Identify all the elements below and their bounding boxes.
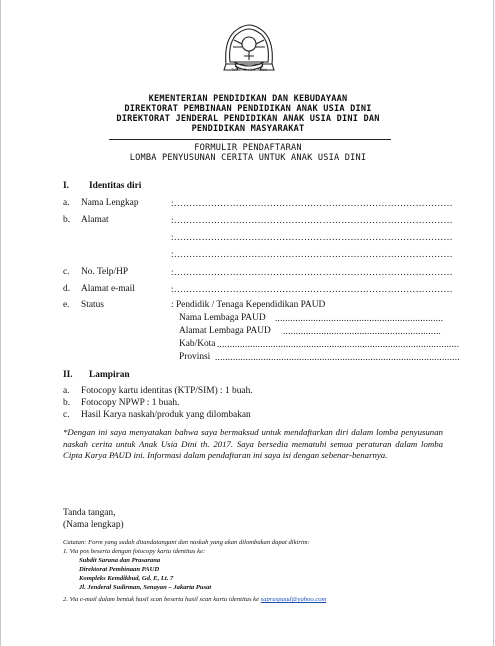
field-letter-a: a. [63, 198, 70, 208]
regency-input-line[interactable]: ............................................................................................... [217, 339, 460, 349]
attachment-letter-b: b. [63, 398, 71, 408]
declaration-statement: *Dengan ini saya menyatakan bahwa saya bermaksud untuk mendaftarkan diri dalam lomba penyusunan naskah cerita untuk Anak Usia Dini th. 2017. Saya bersedia mematuhi semua peraturan dalam lomba Cipta Karya PAUD ini. Informasi dalam pendaftaran ini saya isi dengan sebenar-benarnya. [63, 427, 443, 460]
status-value: : Pendidik / Tenaga Kependidikan PAUD [171, 300, 326, 310]
institution-name-input-line[interactable]: .................................................................. [275, 313, 444, 323]
header-directorate-general: DIREKTORAT JENDERAL PENDIDIKAN ANAK USIA DINI DAN [116, 114, 380, 124]
sub-field-province: Provinsi [179, 352, 211, 362]
signature-name-label: (Nama lengkap) [63, 520, 124, 530]
notes-intro: Catatan: Form yang sudah ditandatangani dan naskah yang akan dilombakan dapat dikirim: [63, 539, 310, 546]
province-input-line[interactable]: ................................................................................................ [215, 352, 460, 362]
field-label-phone: No. Telp/HP [81, 267, 129, 277]
header-ministry: KEMENTERIAN PENDIDIKAN DAN KEBUDAYAAN [148, 94, 348, 104]
header-directorate: DIREKTORAT PEMBINAAN PENDIDIKAN ANAK USIA DINI [124, 104, 372, 114]
name-input-line[interactable]: :……………………………………………………………………………… [171, 198, 453, 208]
field-label-email: Alamat e-mail [81, 284, 135, 294]
section1-title: Identitas diri [89, 181, 142, 191]
field-letter-d: d. [63, 284, 71, 294]
field-label-status: Status [81, 300, 104, 310]
field-letter-e: e. [63, 300, 70, 310]
notes-item-email [63, 596, 326, 604]
attachment-id-card: Fotocopy kartu identitas (KTP/SIM) : 1 buah. [81, 386, 253, 396]
sub-field-institution-address: Alamat Lembaga PAUD [179, 326, 271, 336]
attachment-npwp: Fotocopy NPWP : 1 buah. [81, 398, 180, 408]
notes-item-post: 1. Via pos beserta dengan fotocopy kartu identitas ke: [63, 548, 206, 555]
attachment-letter-c: c. [63, 410, 70, 420]
form-subtitle: LOMBA PENYUSUNAN CERITA UNTUK ANAK USIA DINI [129, 153, 367, 163]
address-line-2: Direktorat Pembinaan PAUD [79, 566, 160, 573]
attachment-work: Hasil Karya naskah/produk yang dilombakan [81, 410, 251, 420]
section2-number: II. [63, 370, 73, 380]
field-label-address: Alamat [81, 215, 109, 225]
attachment-letter-a: a. [63, 386, 70, 396]
field-label-name: Nama Lengkap [81, 198, 139, 208]
tut-wuri-handayani-emblem-icon [220, 20, 278, 78]
signature-label: Tanda tangan, [63, 508, 116, 518]
address-input-line-3[interactable]: :……………………………………………………………………………… [171, 249, 453, 259]
section1-number: I. [63, 181, 69, 191]
section2-title: Lampiran [89, 370, 130, 380]
form-title: FORMULIR PENDAFTARAN [194, 143, 302, 153]
phone-input-line[interactable]: :……………………………………………………………………………… [171, 267, 453, 277]
header-divider [109, 139, 391, 140]
sub-field-regency: Kab/Kota [179, 339, 216, 349]
address-input-line-1[interactable]: :……………………………………………………………………………… [171, 215, 453, 225]
logo-text: TUT WURI HANDAYANI [231, 68, 267, 72]
address-input-line-2[interactable]: :……………………………………………………………………………… [171, 232, 453, 242]
address-line-1: Subdit Sarana dan Prasarana [79, 557, 161, 564]
contact-email-link[interactable]: sapraspaud@yahoo.com [260, 596, 327, 603]
address-line-4: Jl. Jenderal Sudirman, Senayan – Jakarta Pusat [79, 584, 212, 591]
header-directorate-general-cont: PENDIDIKAN MASYARAKAT [191, 124, 305, 134]
email-input-line[interactable]: :……………………………………………………………………………… [171, 284, 453, 294]
institution-address-input-line[interactable]: .............................................................. [283, 326, 442, 336]
field-letter-b: b. [63, 215, 71, 225]
field-letter-c: c. [63, 267, 70, 277]
sub-field-institution-name: Nama Lembaga PAUD [179, 313, 266, 323]
notes-item-email-text: 2. Via e-mail dalam bentuk hasil scan beserta hasil scan kartu identitas ke [63, 596, 260, 603]
address-line-3: Kompleks Kemdikbud, Gd. E, Lt. 7 [79, 575, 174, 582]
